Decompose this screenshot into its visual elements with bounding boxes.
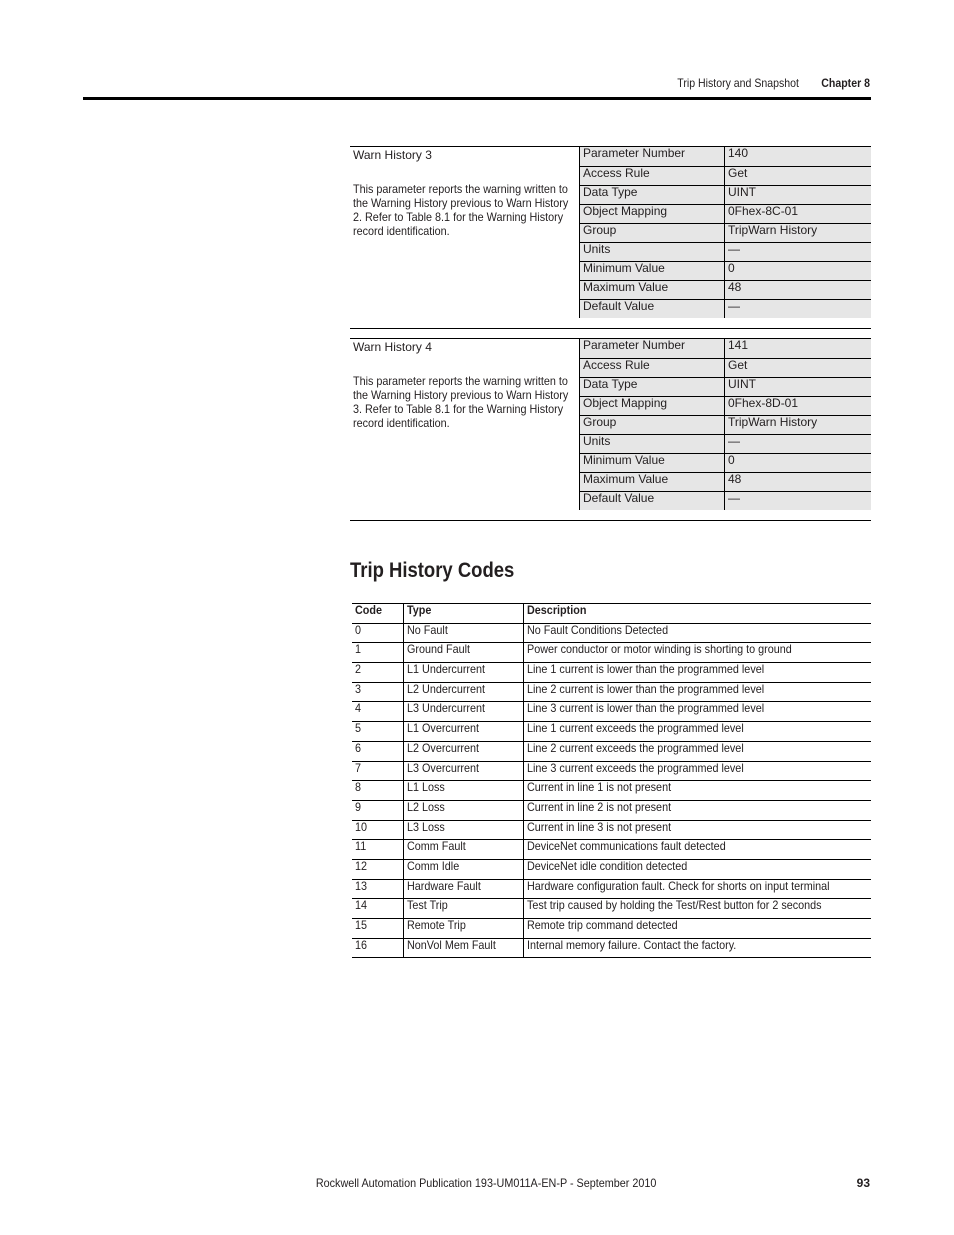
code-value: 4: [355, 701, 362, 716]
description-value: Line 1 current is lower than the programmed level: [526, 662, 764, 677]
description-cell: [523, 820, 871, 840]
table-row: [352, 761, 871, 781]
code-cell: [352, 663, 403, 683]
code-cell: [352, 682, 403, 702]
type-cell: [403, 761, 523, 781]
description-cell: [523, 702, 871, 722]
code-value: 0: [355, 622, 362, 637]
table-row: [352, 859, 871, 879]
table-row: [580, 223, 872, 242]
table-row: [580, 147, 872, 166]
property-value: 140: [725, 147, 872, 166]
footer-publication: Rockwell Automation Publication 193-UM011A-EN-P - September 2010: [315, 1176, 656, 1190]
type-cell: [403, 741, 523, 761]
table-row: [580, 453, 872, 472]
running-header: [677, 76, 870, 90]
code-cell: [352, 938, 403, 958]
description-cell: [523, 879, 871, 899]
code-cell: [352, 761, 403, 781]
code-cell: [352, 820, 403, 840]
type-value: Test Trip: [406, 898, 448, 913]
table-row: [352, 781, 871, 801]
section-heading: Trip History Codes: [350, 559, 515, 582]
property-label: Access Rule: [580, 358, 725, 377]
property-label: Default Value: [580, 491, 725, 510]
type-cell: [403, 899, 523, 919]
code-cell: [352, 643, 403, 663]
type-value: L2 Loss: [406, 799, 445, 814]
code-cell: [352, 919, 403, 939]
property-label: Object Mapping: [580, 396, 725, 415]
code-value: 13: [355, 878, 368, 893]
code-value: 10: [355, 819, 368, 834]
code-cell: [352, 722, 403, 742]
code-value: 11: [355, 839, 367, 854]
type-value: L3 Overcurrent: [406, 760, 479, 775]
type-value: L3 Undercurrent: [406, 701, 485, 716]
property-value: —: [725, 491, 872, 510]
description-cell: [523, 859, 871, 879]
type-value: Ground Fault: [406, 642, 470, 657]
parameter-name: Warn History 4: [353, 340, 432, 354]
parameter-description: [350, 147, 579, 239]
code-cell: [352, 879, 403, 899]
table-row: [580, 339, 872, 358]
description-value: Remote trip command detected: [526, 918, 678, 932]
column-header-code: [352, 604, 403, 624]
table-row: [580, 299, 872, 318]
page-number: 93: [856, 1176, 870, 1190]
header-section-title: Trip History and Snapshot: [677, 76, 799, 90]
description-value: Current in line 1 is not present: [526, 780, 671, 795]
description-cell: [523, 722, 871, 742]
type-cell: [403, 663, 523, 683]
table-row: [580, 261, 872, 280]
parameter-description-text: This parameter reports the warning written to the Warning History previous to Warn History 2. Refer to Table 8.1 for the Warning History record identification.: [353, 182, 569, 238]
parameter-description-text: This parameter reports the warning written to the Warning History previous to Warn History 3. Refer to Table 8.1 for the Warning History record identification.: [353, 374, 569, 430]
property-label: Group: [580, 223, 725, 242]
type-cell: [403, 938, 523, 958]
property-value: —: [725, 242, 872, 261]
property-value: 141: [725, 339, 872, 358]
type-value: Comm Idle: [406, 858, 459, 873]
property-value: —: [725, 299, 872, 318]
table-row: [352, 643, 871, 663]
code-cell: [352, 859, 403, 879]
property-label: Object Mapping: [580, 204, 725, 223]
property-value: Get: [725, 166, 872, 185]
description-value: DeviceNet communications fault detected: [526, 839, 726, 854]
type-cell: [403, 919, 523, 939]
table-row: [580, 166, 872, 185]
property-label: Group: [580, 415, 725, 434]
column-header-type: [403, 604, 523, 624]
property-label: Parameter Number: [580, 147, 725, 166]
description-value: Hardware configuration fault. Check for shorts on input terminal: [526, 878, 830, 893]
code-value: 1: [355, 642, 362, 657]
description-value: Current in line 2 is not present: [526, 799, 671, 814]
table-row: [580, 377, 872, 396]
type-value: Hardware Fault: [406, 878, 481, 893]
property-label: Units: [580, 434, 725, 453]
type-cell: [403, 800, 523, 820]
description-value: Test trip caused by holding the Test/Rest button for 2 seconds: [526, 898, 822, 913]
code-value: 7: [355, 760, 362, 775]
description-cell: [523, 761, 871, 781]
description-value: Internal memory failure. Contact the factory.: [526, 937, 736, 952]
type-value: L1 Overcurrent: [406, 721, 479, 736]
code-value: 6: [355, 740, 362, 755]
code-value: 14: [355, 898, 368, 913]
property-label: Maximum Value: [580, 280, 725, 299]
property-label: Data Type: [580, 185, 725, 204]
code-cell: [352, 623, 403, 643]
table-row: [580, 415, 872, 434]
type-cell: [403, 643, 523, 663]
description-value: Current in line 3 is not present: [526, 819, 671, 834]
type-value: Remote Trip: [406, 918, 466, 932]
description-cell: [523, 938, 871, 958]
description-value: Line 2 current is lower than the programmed level: [526, 681, 764, 696]
column-header-description: [523, 604, 871, 624]
table-row: [352, 800, 871, 820]
table-row: [352, 722, 871, 742]
property-label: Minimum Value: [580, 261, 725, 280]
code-value: 8: [355, 780, 362, 795]
table-row: [352, 702, 871, 722]
parameter-block-warn-history-3: [350, 146, 871, 329]
property-label: Minimum Value: [580, 453, 725, 472]
table-row: [580, 358, 872, 377]
table-row: [352, 623, 871, 643]
table-row: [352, 879, 871, 899]
code-cell: [352, 899, 403, 919]
property-value: 0: [725, 261, 872, 280]
type-value: L2 Overcurrent: [406, 740, 479, 755]
table-row: [352, 938, 871, 958]
parameter-properties-table: [579, 339, 871, 510]
description-value: Line 2 current exceeds the programmed level: [526, 740, 744, 755]
type-value: L3 Loss: [406, 819, 445, 834]
table-row: [352, 682, 871, 702]
property-label: Parameter Number: [580, 339, 725, 358]
type-cell: [403, 722, 523, 742]
property-value: 0Fhex-8D-01: [725, 396, 872, 415]
type-cell: [403, 702, 523, 722]
code-value: 12: [355, 858, 368, 873]
table-row: [580, 434, 872, 453]
table-row: [580, 396, 872, 415]
description-value: No Fault Conditions Detected: [526, 622, 668, 637]
table-row: [580, 185, 872, 204]
property-label: Data Type: [580, 377, 725, 396]
description-value: Line 1 current exceeds the programmed level: [526, 721, 744, 736]
table-row: [352, 820, 871, 840]
parameter-block-warn-history-4: [350, 338, 871, 521]
code-cell: [352, 781, 403, 801]
table-row: [352, 741, 871, 761]
type-cell: [403, 781, 523, 801]
description-cell: [523, 741, 871, 761]
property-value: UINT: [725, 185, 872, 204]
code-value: 5: [355, 721, 362, 736]
code-cell: [352, 800, 403, 820]
parameter-name: Warn History 3: [353, 148, 432, 162]
property-value: 0: [725, 453, 872, 472]
type-value: Comm Fault: [406, 839, 466, 854]
table-row: [352, 840, 871, 860]
property-label: Default Value: [580, 299, 725, 318]
parameter-properties-table: [579, 147, 871, 318]
column-header-description-label: Description: [526, 603, 586, 617]
property-value: 0Fhex-8C-01: [725, 204, 872, 223]
property-value: TripWarn History: [725, 223, 872, 242]
header-rule: [83, 97, 871, 100]
description-cell: [523, 682, 871, 702]
description-cell: [523, 781, 871, 801]
description-cell: [523, 663, 871, 683]
type-cell: [403, 840, 523, 860]
property-value: UINT: [725, 377, 872, 396]
description-cell: [523, 623, 871, 643]
table-row: [580, 204, 872, 223]
code-cell: [352, 702, 403, 722]
parameter-description: [350, 339, 579, 431]
property-label: Units: [580, 242, 725, 261]
description-cell: [523, 919, 871, 939]
column-header-code-label: Code: [355, 603, 382, 617]
column-header-type-label: Type: [406, 603, 431, 617]
description-cell: [523, 840, 871, 860]
description-value: Line 3 current exceeds the programmed level: [526, 760, 744, 775]
type-value: L2 Undercurrent: [406, 681, 485, 696]
property-value: 48: [725, 280, 872, 299]
property-value: —: [725, 434, 872, 453]
table-row: [352, 919, 871, 939]
property-value: 48: [725, 472, 872, 491]
table-header-row: [352, 604, 871, 624]
table-row: [580, 491, 872, 510]
table-row: [580, 242, 872, 261]
type-cell: [403, 859, 523, 879]
table-row: [580, 472, 872, 491]
type-cell: [403, 623, 523, 643]
property-value: Get: [725, 358, 872, 377]
table-row: [352, 899, 871, 919]
property-value: TripWarn History: [725, 415, 872, 434]
code-value: 16: [355, 937, 368, 952]
header-chapter-label: Chapter 8: [821, 76, 870, 90]
description-value: Power conductor or motor winding is shorting to ground: [526, 642, 792, 657]
description-cell: [523, 643, 871, 663]
type-cell: [403, 682, 523, 702]
description-value: DeviceNet idle condition detected: [526, 858, 687, 873]
code-value: 3: [355, 681, 362, 696]
type-value: L1 Undercurrent: [406, 662, 485, 677]
table-row: [580, 280, 872, 299]
type-cell: [403, 879, 523, 899]
description-value: Line 3 current is lower than the programmed level: [526, 701, 764, 716]
code-value: 2: [355, 662, 362, 677]
property-label: Access Rule: [580, 166, 725, 185]
code-cell: [352, 741, 403, 761]
type-value: L1 Loss: [406, 780, 445, 795]
type-value: No Fault: [406, 622, 448, 637]
description-cell: [523, 800, 871, 820]
table-row: [352, 663, 871, 683]
trip-history-codes-table: [352, 603, 871, 958]
description-cell: [523, 899, 871, 919]
property-label: Maximum Value: [580, 472, 725, 491]
code-value: 9: [355, 799, 362, 814]
type-cell: [403, 820, 523, 840]
code-value: 15: [355, 918, 368, 932]
type-value: NonVol Mem Fault: [406, 937, 496, 952]
code-cell: [352, 840, 403, 860]
